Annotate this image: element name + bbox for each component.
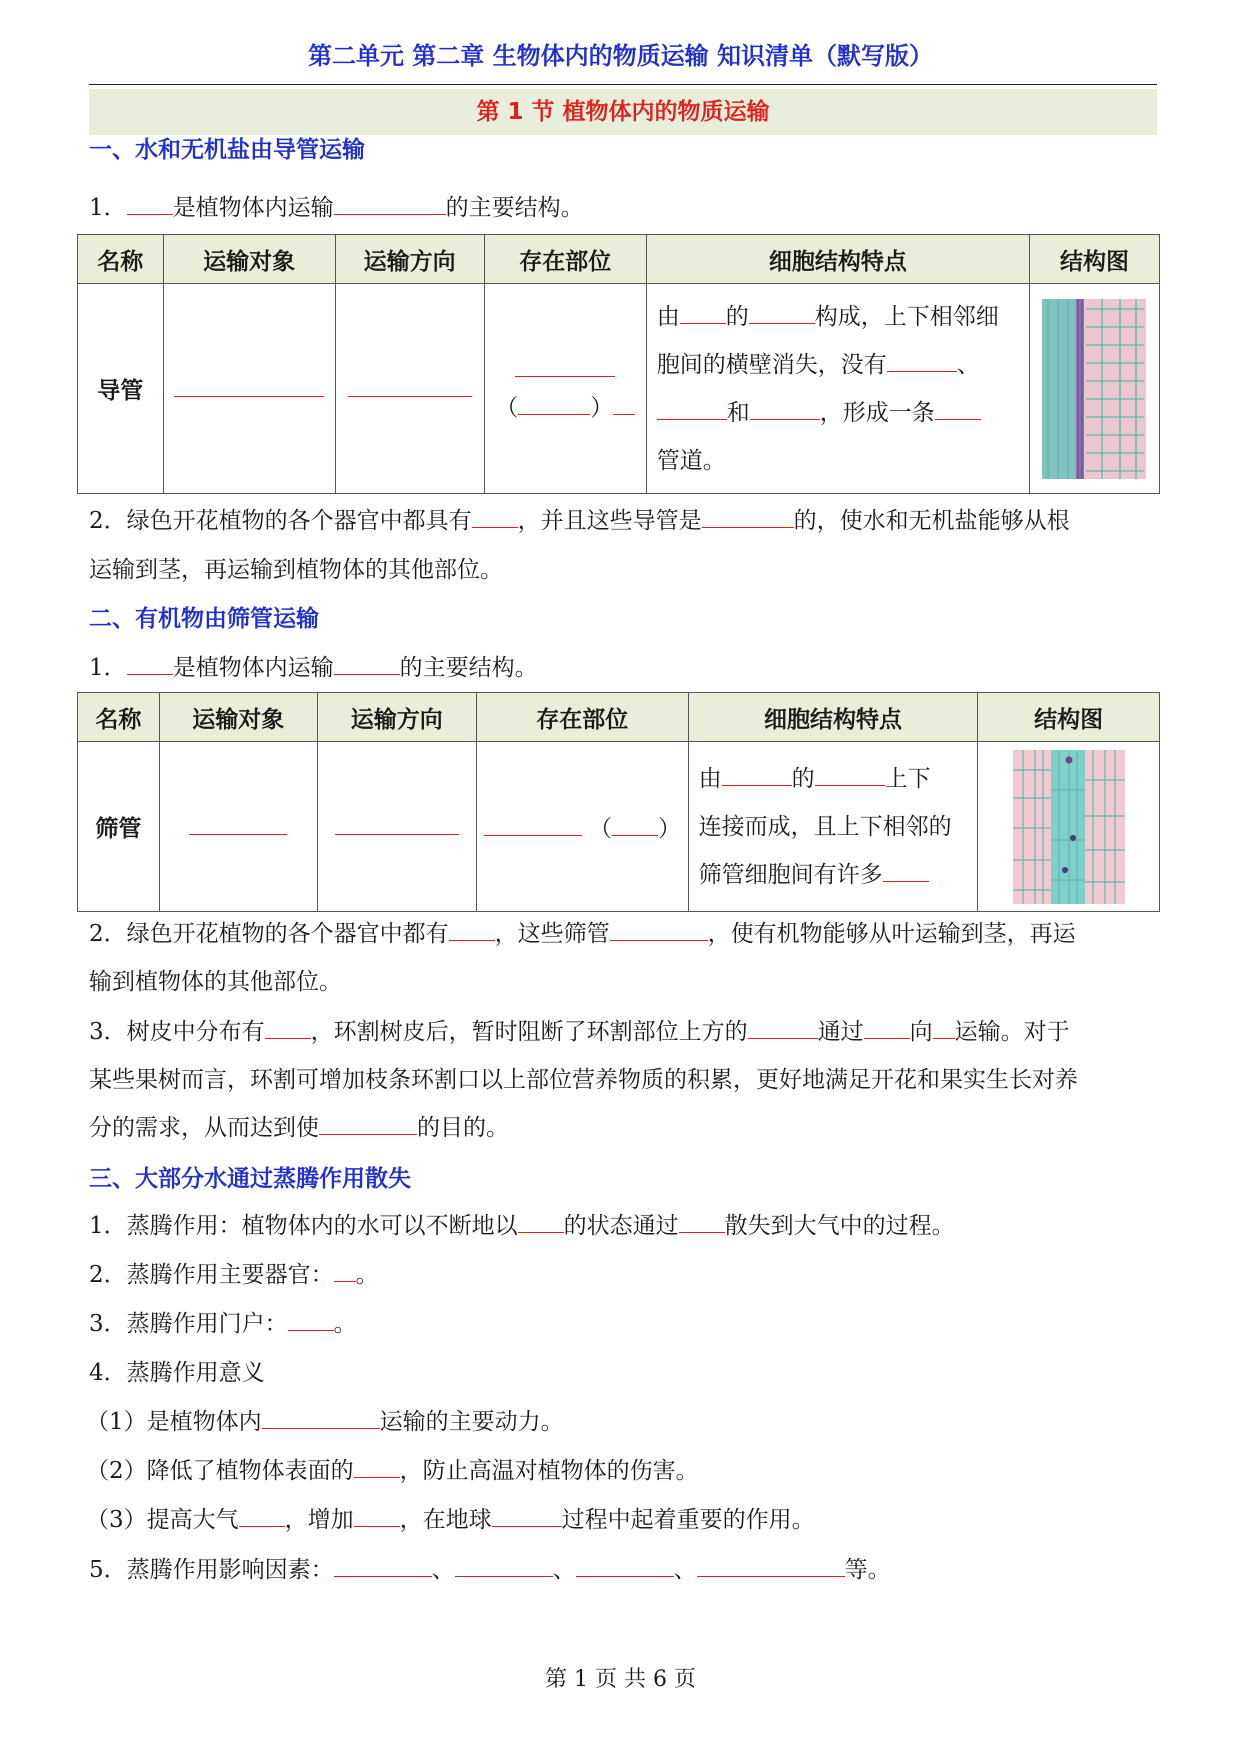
part3-s3: （3）提高大气 ，增加 ，在地球 过程中起着重要的作用。 [86, 1504, 815, 1536]
answer-blank[interactable] [883, 859, 929, 882]
answer-blank[interactable] [518, 1210, 564, 1233]
part3-q2: 2．蒸腾作用主要器官： 。 [89, 1259, 379, 1291]
col-header: 运输对象 [159, 693, 317, 742]
answer-blank[interactable] [354, 1455, 400, 1478]
part2-q3-line1: 3．树皮中分布有 ，环割树皮后，暂时阻断了环割部位上方的 通过 向 运输。对于 [89, 1016, 1070, 1048]
part3-q5: 5．蒸腾作用影响因素： 、 、 、 等。 [89, 1554, 891, 1586]
answer-blank[interactable] [613, 392, 635, 415]
part3-q1: 1．蒸腾作用：植物体内的水可以不断地以 的状态通过 散失到大气中的过程。 [89, 1210, 955, 1242]
col-header: 结构图 [1029, 235, 1159, 284]
answer-blank[interactable] [239, 1504, 285, 1527]
part2-q3-line2: 某些果树而言，环割可增加枝条环割口以上部位营养物质的积累，更好地满足开花和果实生长对养 [89, 1067, 1078, 1093]
part1-q2-line2: 运输到茎，再运输到植物体的其他部位。 [89, 557, 503, 583]
answer-blank[interactable] [515, 354, 615, 377]
answer-blank[interactable] [679, 1210, 725, 1233]
answer-blank[interactable] [288, 1308, 334, 1331]
col-header: 运输方向 [317, 693, 476, 742]
part3-q4: 4．蒸腾作用意义 [89, 1360, 265, 1386]
part3-s1: （1）是植物体内 运输的主要动力。 [86, 1406, 564, 1438]
answer-blank[interactable] [933, 1016, 955, 1039]
col-header: 运输对象 [163, 235, 335, 284]
xylem-table [77, 234, 1160, 494]
answer-blank[interactable] [189, 812, 287, 835]
answer-blank[interactable] [348, 374, 472, 397]
answer-blank[interactable] [127, 652, 173, 675]
answer-blank[interactable] [815, 763, 885, 786]
answer-blank[interactable] [334, 652, 400, 675]
answer-blank[interactable] [612, 813, 658, 836]
answer-blank[interactable] [174, 374, 324, 397]
answer-blank[interactable] [702, 505, 794, 528]
col-header: 存在部位 [476, 693, 688, 742]
heading-part2: 二、有机物由筛管运输 [89, 606, 319, 632]
part2-q2-line2: 输到植物体的其他部位。 [89, 969, 342, 995]
answer-blank[interactable] [887, 349, 957, 372]
col-header: 细胞结构特点 [688, 693, 978, 742]
answer-blank[interactable] [354, 1504, 400, 1527]
header-rule [89, 84, 1157, 85]
answer-blank[interactable] [864, 1016, 910, 1039]
cell-features: 由 的 上下 连接而成，且上下相邻的 筛管细胞间有许多 [688, 742, 978, 912]
transport-object-cell [163, 284, 335, 494]
part2-q1: 1． 是植物体内运输 的主要结构。 [89, 652, 538, 684]
answer-blank[interactable] [657, 397, 727, 420]
answer-blank[interactable] [319, 1112, 417, 1135]
section-title-bar: 第 1 节 植物体内的物质运输 [89, 89, 1157, 135]
answer-blank[interactable] [748, 1016, 818, 1039]
location-cell: （ ） [476, 742, 688, 912]
sieve-tube-micrograph [1013, 750, 1125, 904]
part3-s2: （2）降低了植物体表面的 ，防止高温对植物体的伤害。 [86, 1455, 699, 1487]
xylem-vessel-micrograph [1042, 299, 1146, 479]
heading-part1: 一、水和无机盐由导管运输 [89, 137, 365, 163]
part1-q2-line1: 2．绿色开花植物的各个器官中都具有 ，并且这些导管是 的，使水和无机盐能够从根 [89, 505, 1070, 537]
col-header: 名称 [78, 693, 160, 742]
answer-blank[interactable] [265, 1016, 311, 1039]
col-header: 细胞结构特点 [646, 235, 1029, 284]
row-name: 筛管 [78, 742, 160, 912]
phloem-table [77, 692, 1160, 912]
row-name: 导管 [78, 284, 164, 494]
answer-blank[interactable] [334, 192, 446, 215]
part2-q2-line1: 2．绿色开花植物的各个器官中都有 ，这些筛管 ，使有机物能够从叶运输到茎，再运 [89, 918, 1076, 950]
structure-image-cell [1029, 284, 1159, 494]
answer-blank[interactable] [335, 812, 459, 835]
answer-blank[interactable] [334, 1554, 432, 1577]
col-header: 运输方向 [335, 235, 484, 284]
document-title: 第二单元 第二章 生物体内的物质运输 知识清单（默写版） [307, 42, 934, 70]
col-header: 存在部位 [484, 235, 646, 284]
answer-blank[interactable] [610, 918, 708, 941]
answer-blank[interactable] [455, 1554, 553, 1577]
answer-blank[interactable] [935, 397, 981, 420]
answer-blank[interactable] [127, 192, 173, 215]
transport-object-cell [159, 742, 317, 912]
answer-blank[interactable] [680, 301, 726, 324]
col-header: 名称 [78, 235, 164, 284]
transport-direction-cell [317, 742, 476, 912]
transport-direction-cell [335, 284, 484, 494]
cell-features: 由 的 构成，上下相邻细 胞间的横壁消失，没有 、 和 ，形成一条 管道。 [646, 284, 1029, 494]
part1-q1: 1． 是植物体内运输 的主要结构。 [89, 192, 584, 224]
part3-q3: 3．蒸腾作用门户： 。 [89, 1308, 357, 1340]
answer-blank[interactable] [334, 1259, 356, 1282]
location-cell: （ ） [484, 284, 646, 494]
answer-blank[interactable] [749, 301, 815, 324]
col-header: 结构图 [978, 693, 1160, 742]
answer-blank[interactable] [492, 1504, 562, 1527]
answer-blank[interactable] [449, 918, 495, 941]
answer-blank[interactable] [750, 397, 820, 420]
structure-image-cell [978, 742, 1160, 912]
answer-blank[interactable] [697, 1554, 845, 1577]
page-footer: 第 1 页 共 6 页 [545, 1667, 696, 1692]
heading-part3: 三、大部分水通过蒸腾作用散失 [89, 1166, 411, 1192]
answer-blank[interactable] [472, 505, 518, 528]
answer-blank[interactable] [722, 763, 792, 786]
answer-blank[interactable] [262, 1406, 380, 1429]
answer-blank[interactable] [518, 392, 590, 415]
answer-blank[interactable] [576, 1554, 674, 1577]
part2-q3-line3: 分的需求，从而达到使 的目的。 [89, 1112, 509, 1144]
answer-blank[interactable] [484, 813, 582, 836]
